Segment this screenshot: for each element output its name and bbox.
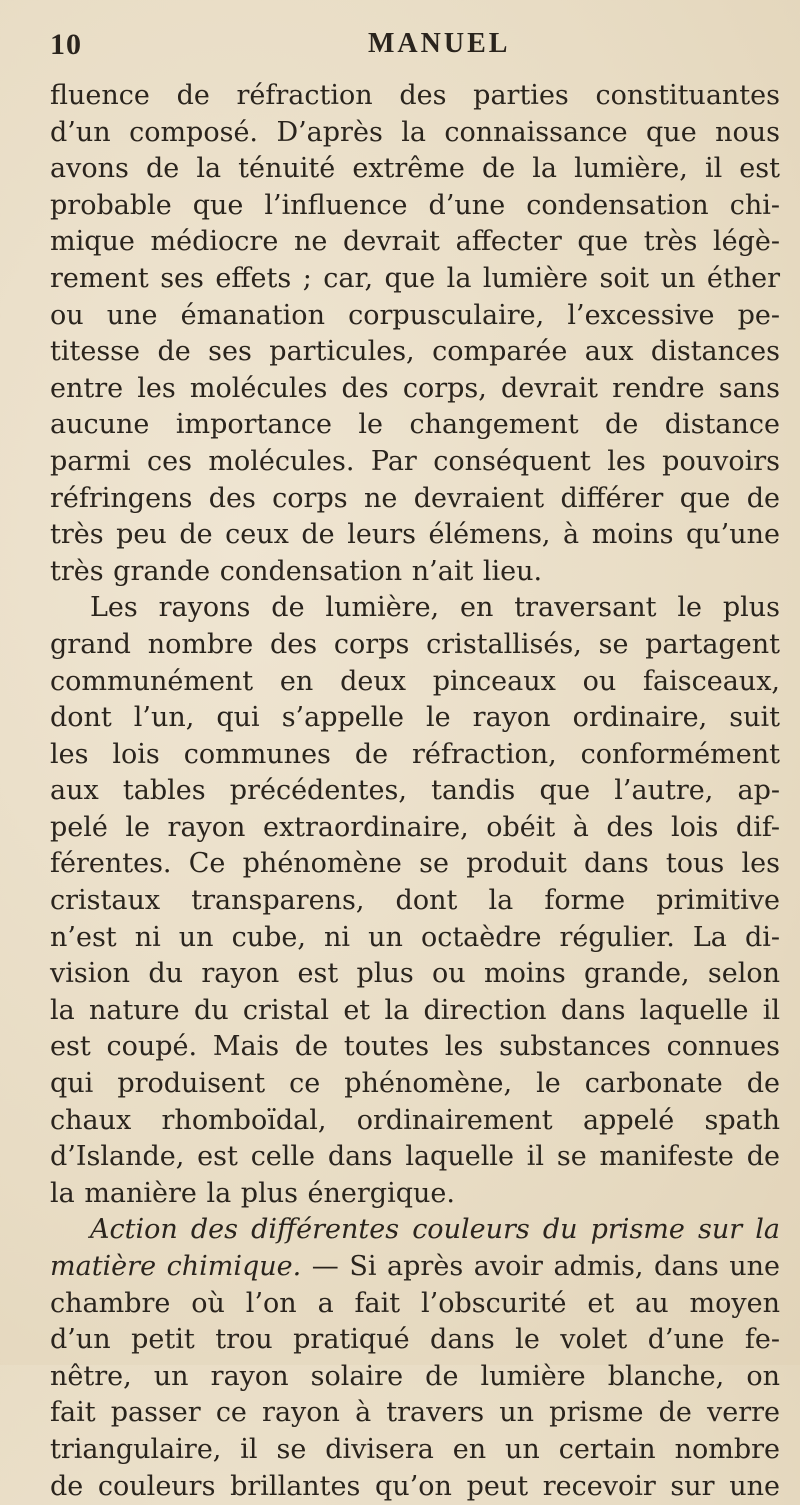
text-line: parmi ces molécules. Par conséquent les pouvoirs	[50, 445, 780, 477]
section-heading-end: matière chimique.	[50, 1251, 302, 1282]
text-line: chambre où l’on a fait l’obscurité et au moyen	[50, 1287, 780, 1319]
text-line: fait passer ce rayon à travers un prisme de verre	[50, 1397, 780, 1429]
text-line: triangulaire, il se divisera en un certain nombre	[50, 1433, 780, 1465]
text-line: dont l’un, qui s’appelle le rayon ordinaire, suit	[50, 702, 780, 734]
page-number: 10	[50, 28, 82, 61]
text-line: est coupé. Mais de toutes les substances connues	[50, 1031, 780, 1063]
book-page	[50, 28, 780, 1505]
text-line: ou une émanation corpusculaire, l’excessive pe-	[50, 299, 780, 331]
text-line: avons de la ténuité extrême de la lumière, il est	[50, 153, 780, 185]
section-heading-line	[50, 1249, 780, 1286]
text-line: nêtre, un rayon solaire de lumière blanche, on	[50, 1360, 780, 1392]
body-text	[50, 78, 780, 1505]
text-line: aucune importance le changement de distance	[50, 409, 780, 441]
running-title: MANUEL	[368, 28, 511, 59]
text-line: qui produisent ce phénomène, le carbonate de	[50, 1068, 780, 1100]
text-line: cristaux transparens, dont la forme primitive	[50, 885, 780, 917]
text-line: les lois communes de réfraction, conformément	[50, 738, 780, 770]
text-line: la nature du cristal et la direction dans laquelle il	[50, 994, 780, 1026]
text-line: de couleurs brillantes qu’on peut recevoir sur une	[50, 1470, 780, 1502]
text-line: très grande condensation n’ait lieu.	[50, 555, 543, 587]
text-line: réfringens des corps ne devraient différer que de	[50, 482, 780, 514]
text-line: férentes. Ce phénomène se produit dans tous les	[50, 848, 780, 880]
text-line: très peu de ceux de leurs élémens, à moins qu’une	[50, 519, 780, 551]
text-line: vision du rayon est plus ou moins grande, selon	[50, 958, 780, 990]
text-line: d’Islande, est celle dans laquelle il se manifeste de	[50, 1141, 780, 1173]
text-line: d’un composé. D’après la connaissance que nous	[50, 116, 780, 148]
text-line: aux tables précédentes, tandis que l’autre, ap-	[50, 775, 780, 807]
text-line: d’un petit trou pratiqué dans le volet d’une fe-	[50, 1324, 780, 1356]
text-line: pelé le rayon extraordinaire, obéit à des lois dif-	[50, 811, 780, 843]
text-line: n’est ni un cube, ni un octaèdre régulier. La di-	[50, 921, 780, 953]
running-head	[50, 28, 780, 70]
text-line: entre les molécules des corps, devrait rendre sans	[50, 372, 780, 404]
text-line: fluence de réfraction des parties constituantes	[50, 80, 780, 111]
text-line: la manière la plus énergique.	[50, 1177, 455, 1209]
section-heading: Action des différentes couleurs du prisme sur la	[90, 1214, 780, 1246]
text-line: communément en deux pinceaux ou faisceaux,	[50, 665, 780, 697]
text-line: grand nombre des corps cristallisés, se partagent	[50, 628, 780, 660]
text-line: titesse de ses particules, comparée aux distances	[50, 336, 780, 368]
text-line: chaux rhomboïdal, ordinairement appelé spath	[50, 1104, 780, 1136]
text-line: rement ses effets ; car, que la lumière soit un éther	[50, 262, 780, 294]
text-line: probable que l’influence d’une condensation chi-	[50, 189, 780, 221]
text-line: mique médiocre ne devrait affecter que très légè-	[50, 226, 780, 258]
text-line: Les rayons de lumière, en traversant le plus	[90, 592, 780, 624]
text-line: — Si après avoir admis, dans une	[301, 1251, 781, 1282]
